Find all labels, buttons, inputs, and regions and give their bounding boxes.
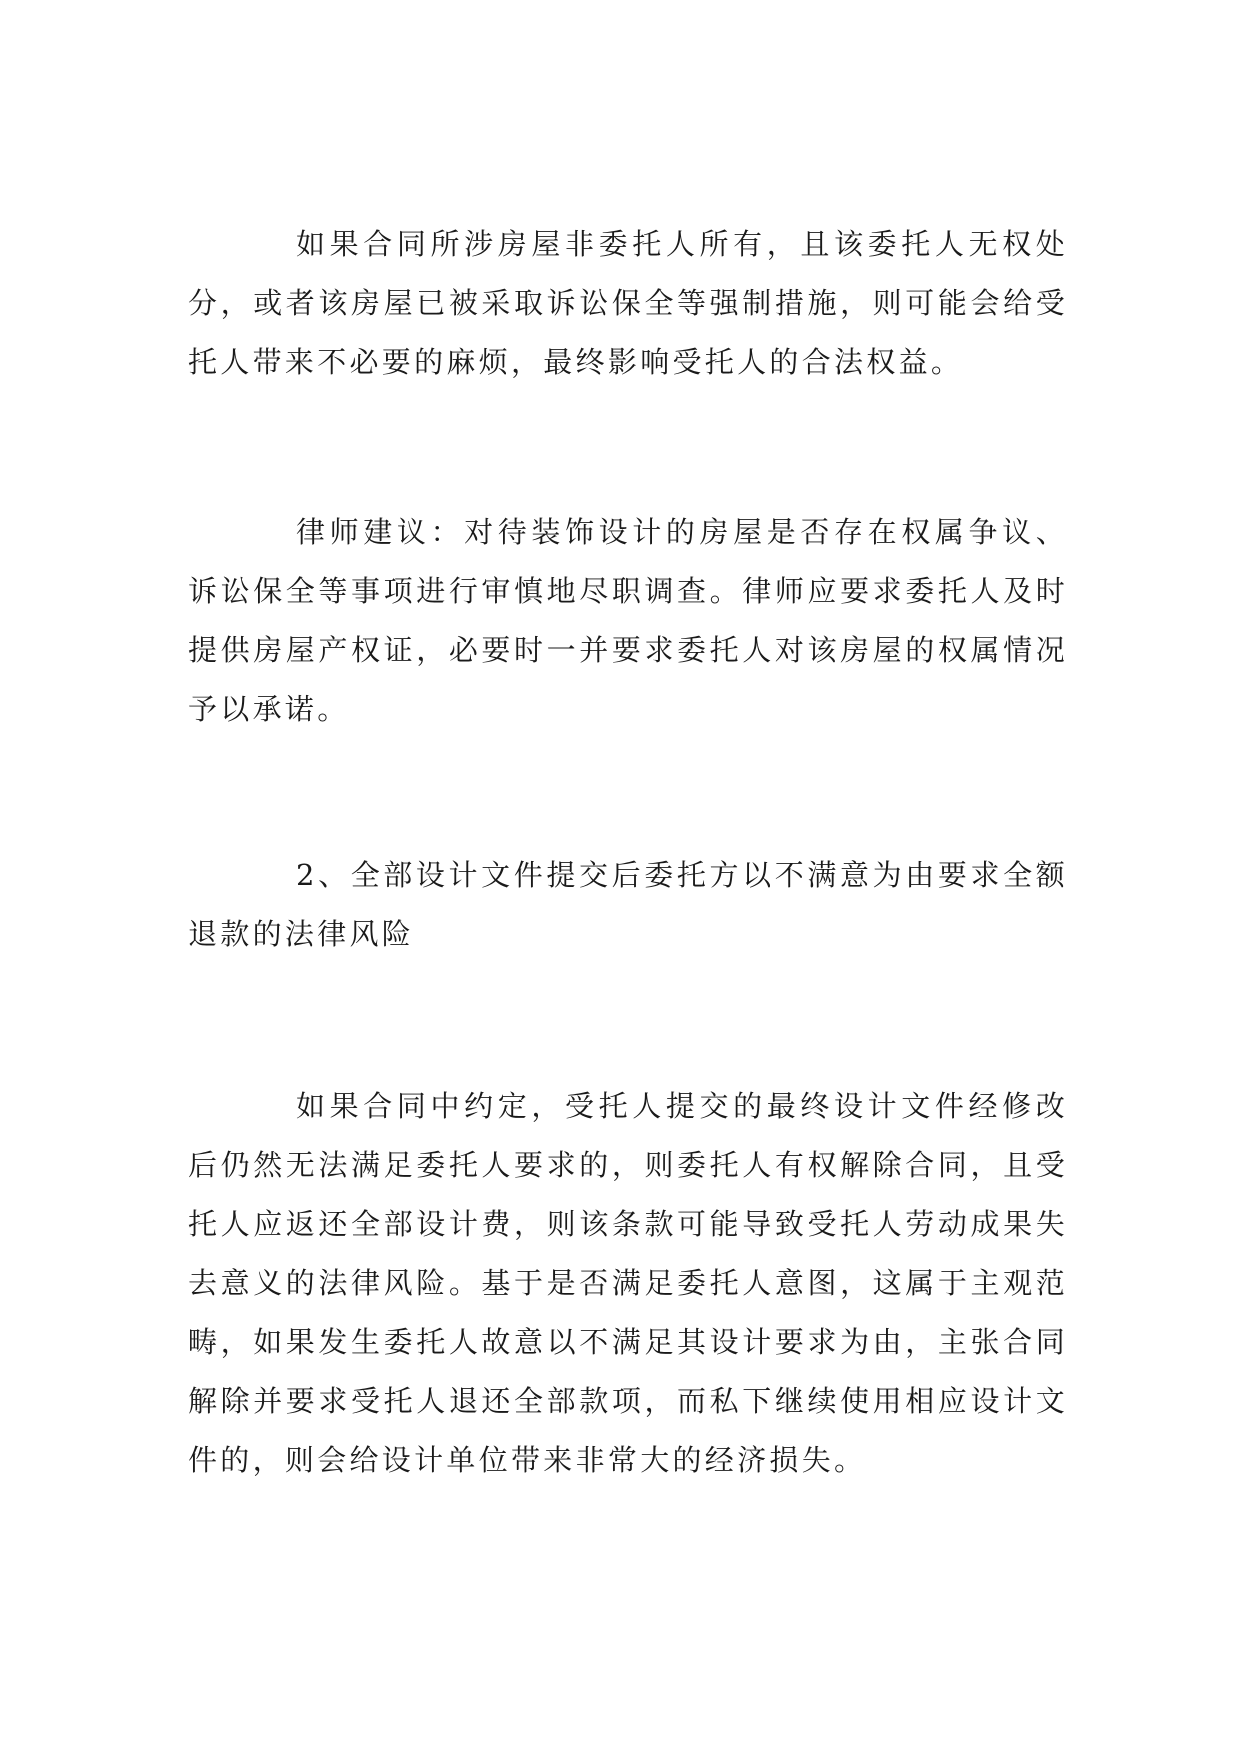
section-heading-refund-risk: 2、全部设计文件提交后委托方以不满意为由要求全额退款的法律风险 [188, 858, 1068, 951]
paragraph-refund-clause-risk: 如果合同中约定，受托人提交的最终设计文件经修改后仍然无法满足委托人要求的，则委托人有权解除合同，且受托人应返还全部设计费，则该条款可能导致受托人劳动成果失去意义的法律风险。基于是否满足委托人意图，这属于主观范畴，如果发生委托人故意以不满足其设计要求为由，主张合同解除并要求受托人退还全部款项，而私下继续使用相应设计文件的，则会给设计单位带来非常大的经济损失。 [188, 1089, 1068, 1477]
paragraph-lawyer-advice: 律师建议：对待装饰设计的房屋是否存在权属争议、诉讼保全等事项进行审慎地尽职调查。律师应要求委托人及时提供房屋产权证，必要时一并要求委托人对该房屋的权属情况予以承诺。 [188, 515, 1068, 726]
paragraph-ownership-risk: 如果合同所涉房屋非委托人所有，且该委托人无权处分，或者该房屋已被采取诉讼保全等强制措施，则可能会给受托人带来不必要的麻烦，最终影响受托人的合法权益。 [188, 227, 1068, 379]
